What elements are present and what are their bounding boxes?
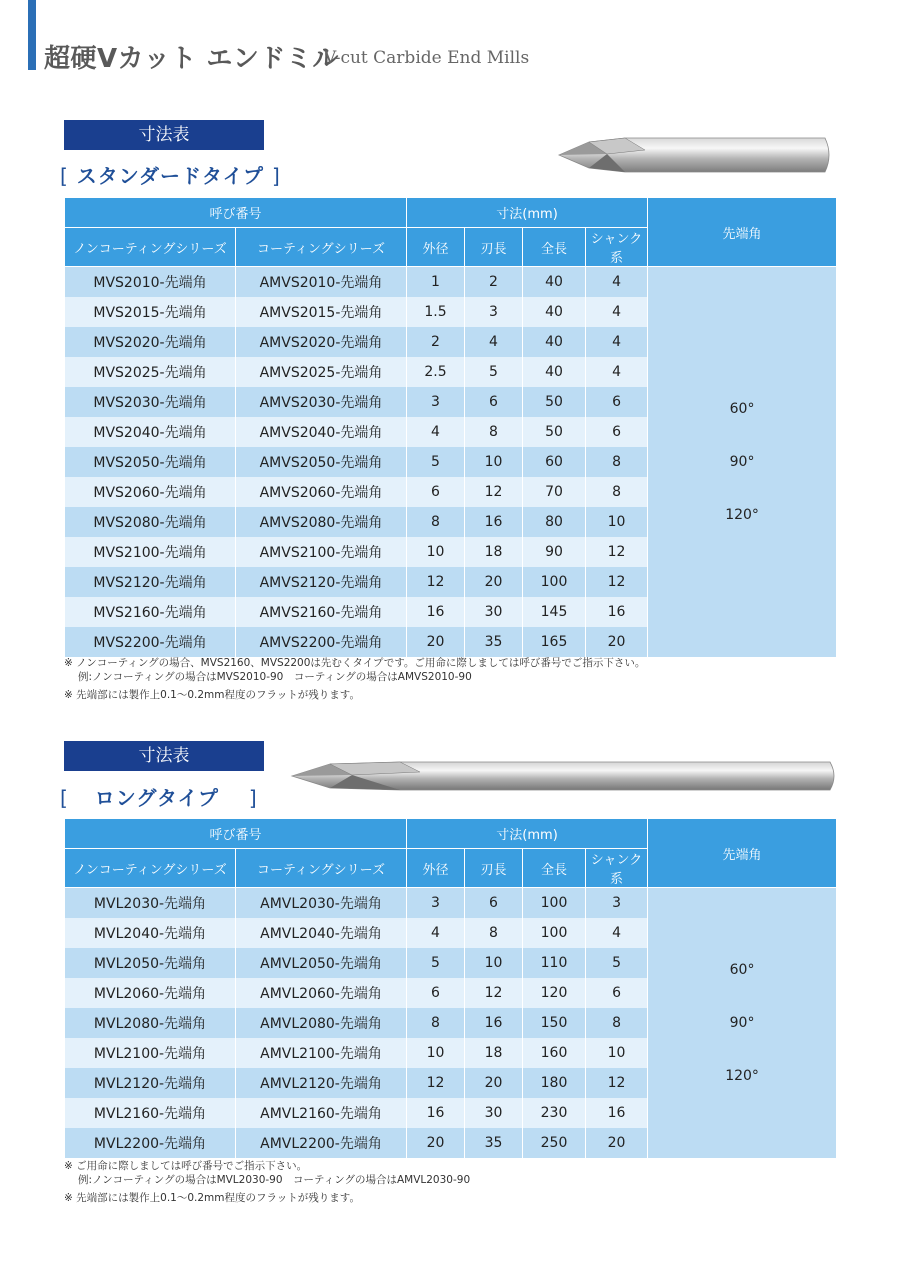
outer-diameter: 6 [407,978,465,1008]
header-total-length: 全長 [523,849,586,888]
coating-part-number: AMVS2020-先端角 [236,327,407,357]
total-length: 230 [523,1098,586,1128]
tip-angle-value: 120° [725,506,759,523]
coating-part-number: AMVS2025-先端角 [236,357,407,387]
header-flute-length: 刃長 [465,849,523,888]
noncoating-part-number: MVS2050-先端角 [65,447,236,477]
shank-diameter: 12 [586,567,648,597]
shank-diameter: 8 [586,1008,648,1038]
noncoating-part-number: MVS2100-先端角 [65,537,236,567]
flute-length: 4 [465,327,523,357]
outer-diameter: 12 [407,567,465,597]
header-part-number: 呼び番号 [65,819,407,849]
total-length: 100 [523,567,586,597]
header-dimensions: 寸法(mm) [407,198,648,228]
long-section-label: 寸法表 [64,741,264,771]
shank-diameter: 10 [586,1038,648,1068]
shank-diameter: 6 [586,387,648,417]
shank-diameter: 4 [586,357,648,387]
header-shank: シャンク系 [586,849,648,888]
total-length: 160 [523,1038,586,1068]
header-noncoating: ノンコーティングシリーズ [65,849,236,888]
bracket-open: [ [60,786,69,810]
noncoating-part-number: MVS2030-先端角 [65,387,236,417]
noncoating-part-number: MVS2015-先端角 [65,297,236,327]
flute-length: 10 [465,447,523,477]
outer-diameter: 2 [407,327,465,357]
total-length: 150 [523,1008,586,1038]
noncoating-part-number: MVS2025-先端角 [65,357,236,387]
shank-diameter: 10 [586,507,648,537]
shank-diameter: 12 [586,1068,648,1098]
tip-angle-options [648,267,837,658]
coating-part-number: AMVS2080-先端角 [236,507,407,537]
total-length: 50 [523,417,586,447]
outer-diameter: 1.5 [407,297,465,327]
total-length: 40 [523,357,586,387]
total-length: 110 [523,948,586,978]
flute-length: 35 [465,627,523,657]
coating-part-number: AMVS2040-先端角 [236,417,407,447]
coating-part-number: AMVL2080-先端角 [236,1008,407,1038]
total-length: 100 [523,918,586,948]
coating-part-number: AMVL2030-先端角 [236,888,407,919]
shank-diameter: 8 [586,447,648,477]
total-length: 70 [523,477,586,507]
coating-part-number: AMVS2060-先端角 [236,477,407,507]
tip-angle-value: 90° [729,453,755,470]
total-length: 60 [523,447,586,477]
flute-length: 16 [465,1008,523,1038]
flute-length: 20 [465,567,523,597]
header-coating: コーティングシリーズ [236,849,407,888]
flute-length: 18 [465,537,523,567]
coating-part-number: AMVL2060-先端角 [236,978,407,1008]
outer-diameter: 4 [407,417,465,447]
coating-part-number: AMVS2050-先端角 [236,447,407,477]
bracket-open: [ [60,164,69,188]
shank-diameter: 4 [586,327,648,357]
shank-diameter: 4 [586,267,648,298]
noncoating-part-number: MVS2040-先端角 [65,417,236,447]
outer-diameter: 4 [407,918,465,948]
tip-angle-value: 120° [725,1067,759,1084]
header-noncoating: ノンコーティングシリーズ [65,228,236,267]
total-length: 145 [523,597,586,627]
outer-diameter: 3 [407,888,465,919]
shank-diameter: 20 [586,1128,648,1158]
long-dimension-table [64,818,837,1158]
total-length: 90 [523,537,586,567]
tip-angle-value: 60° [729,961,755,978]
noncoating-part-number: MVL2100-先端角 [65,1038,236,1068]
shank-diameter: 16 [586,597,648,627]
shank-diameter: 4 [586,297,648,327]
long-endmill-image [290,756,840,796]
header-tip-angle: 先端角 [648,819,837,888]
total-length: 50 [523,387,586,417]
noncoating-part-number: MVL2080-先端角 [65,1008,236,1038]
standard-type-heading [60,160,281,189]
table-row [65,267,837,298]
flute-length: 2 [465,267,523,298]
total-length: 80 [523,507,586,537]
outer-diameter: 12 [407,1068,465,1098]
noncoating-part-number: MVL2120-先端角 [65,1068,236,1098]
header-total-length: 全長 [523,228,586,267]
flute-length: 20 [465,1068,523,1098]
flute-length: 12 [465,978,523,1008]
total-length: 40 [523,267,586,298]
note-line: ※ ノンコーティングの場合、MVS2160、MVS2200は先むくタイプです。ご用命に際しましては呼び番号でご指示下さい。 [64,657,646,669]
coating-part-number: AMVL2040-先端角 [236,918,407,948]
header-coating: コーティングシリーズ [236,228,407,267]
shank-diameter: 6 [586,417,648,447]
flute-length: 6 [465,888,523,919]
noncoating-part-number: MVS2060-先端角 [65,477,236,507]
outer-diameter: 8 [407,1008,465,1038]
shank-diameter: 4 [586,918,648,948]
header-diameter: 外径 [407,228,465,267]
tip-angle-value: 90° [729,1014,755,1031]
shank-diameter: 12 [586,537,648,567]
header-flute-length: 刃長 [465,228,523,267]
coating-part-number: AMVS2160-先端角 [236,597,407,627]
flute-length: 30 [465,1098,523,1128]
shank-diameter: 16 [586,1098,648,1128]
noncoating-part-number: MVL2060-先端角 [65,978,236,1008]
standard-notes [64,656,645,702]
noncoating-part-number: MVS2080-先端角 [65,507,236,537]
table-row [65,888,837,919]
shank-diameter: 6 [586,978,648,1008]
outer-diameter: 5 [407,948,465,978]
page-subtitle: V-cut Carbide End Mills [324,48,530,68]
outer-diameter: 2.5 [407,357,465,387]
total-length: 120 [523,978,586,1008]
shank-diameter: 20 [586,627,648,657]
title-accent-bar [28,0,36,70]
shank-diameter: 3 [586,888,648,919]
outer-diameter: 8 [407,507,465,537]
outer-diameter: 16 [407,1098,465,1128]
flute-length: 5 [465,357,523,387]
note-line: ※ ご用命に際しましては呼び番号でご指示下さい。 [64,1160,308,1172]
outer-diameter: 3 [407,387,465,417]
outer-diameter: 5 [407,447,465,477]
total-length: 180 [523,1068,586,1098]
coating-part-number: AMVL2050-先端角 [236,948,407,978]
flute-length: 8 [465,918,523,948]
coating-part-number: AMVS2120-先端角 [236,567,407,597]
noncoating-part-number: MVS2160-先端角 [65,597,236,627]
flute-length: 8 [465,417,523,447]
shank-diameter: 5 [586,948,648,978]
total-length: 40 [523,327,586,357]
total-length: 250 [523,1128,586,1158]
noncoating-part-number: MVL2160-先端角 [65,1098,236,1128]
standard-section-label: 寸法表 [64,120,264,150]
coating-part-number: AMVS2030-先端角 [236,387,407,417]
bracket-close: ] [248,786,258,810]
flute-length: 12 [465,477,523,507]
header-part-number: 呼び番号 [65,198,407,228]
note-line: ※ 先端部には製作上0.1〜0.2mm程度のフラットが残ります。 [64,1192,360,1204]
noncoating-part-number: MVL2050-先端角 [65,948,236,978]
header-dimensions: 寸法(mm) [407,819,648,849]
coating-part-number: AMVS2200-先端角 [236,627,407,657]
coating-part-number: AMVS2010-先端角 [236,267,407,298]
standard-endmill-image [555,132,835,178]
flute-length: 30 [465,597,523,627]
noncoating-part-number: MVS2200-先端角 [65,627,236,657]
outer-diameter: 10 [407,1038,465,1068]
standard-dimension-table [64,197,837,657]
noncoating-part-number: MVL2200-先端角 [65,1128,236,1158]
shank-diameter: 8 [586,477,648,507]
noncoating-part-number: MVS2120-先端角 [65,567,236,597]
noncoating-part-number: MVS2020-先端角 [65,327,236,357]
noncoating-part-number: MVS2010-先端角 [65,267,236,298]
total-length: 40 [523,297,586,327]
bracket-close: ] [271,164,281,188]
header-diameter: 外径 [407,849,465,888]
long-type-name: ロングタイプ [94,786,219,810]
page-title: 超硬Vカット エンドミル [44,44,339,74]
coating-part-number: AMVS2015-先端角 [236,297,407,327]
header-tip-angle: 先端角 [648,198,837,267]
noncoating-part-number: MVL2030-先端角 [65,888,236,919]
outer-diameter: 1 [407,267,465,298]
flute-length: 10 [465,948,523,978]
coating-part-number: AMVS2100-先端角 [236,537,407,567]
standard-type-name: スタンダードタイプ [76,164,264,188]
outer-diameter: 6 [407,477,465,507]
outer-diameter: 16 [407,597,465,627]
flute-length: 18 [465,1038,523,1068]
flute-length: 35 [465,1128,523,1158]
total-length: 100 [523,888,586,919]
tip-angle-options [648,888,837,1159]
note-line: 例:ノンコーティングの場合はMVS2010-90 コーティングの場合はAMVS2010-90 [78,671,472,683]
outer-diameter: 10 [407,537,465,567]
tip-angle-value: 60° [729,400,755,417]
coating-part-number: AMVL2120-先端角 [236,1068,407,1098]
noncoating-part-number: MVL2040-先端角 [65,918,236,948]
note-line: ※ 先端部には製作上0.1〜0.2mm程度のフラットが残ります。 [64,689,360,701]
note-line: 例:ノンコーティングの場合はMVL2030-90 コーティングの場合はAMVL2030-90 [78,1174,471,1186]
coating-part-number: AMVL2200-先端角 [236,1128,407,1158]
outer-diameter: 20 [407,627,465,657]
header-shank: シャンク系 [586,228,648,267]
outer-diameter: 20 [407,1128,465,1158]
total-length: 165 [523,627,586,657]
long-type-heading [60,782,258,811]
flute-length: 16 [465,507,523,537]
coating-part-number: AMVL2100-先端角 [236,1038,407,1068]
flute-length: 3 [465,297,523,327]
coating-part-number: AMVL2160-先端角 [236,1098,407,1128]
flute-length: 6 [465,387,523,417]
long-notes [64,1159,470,1205]
